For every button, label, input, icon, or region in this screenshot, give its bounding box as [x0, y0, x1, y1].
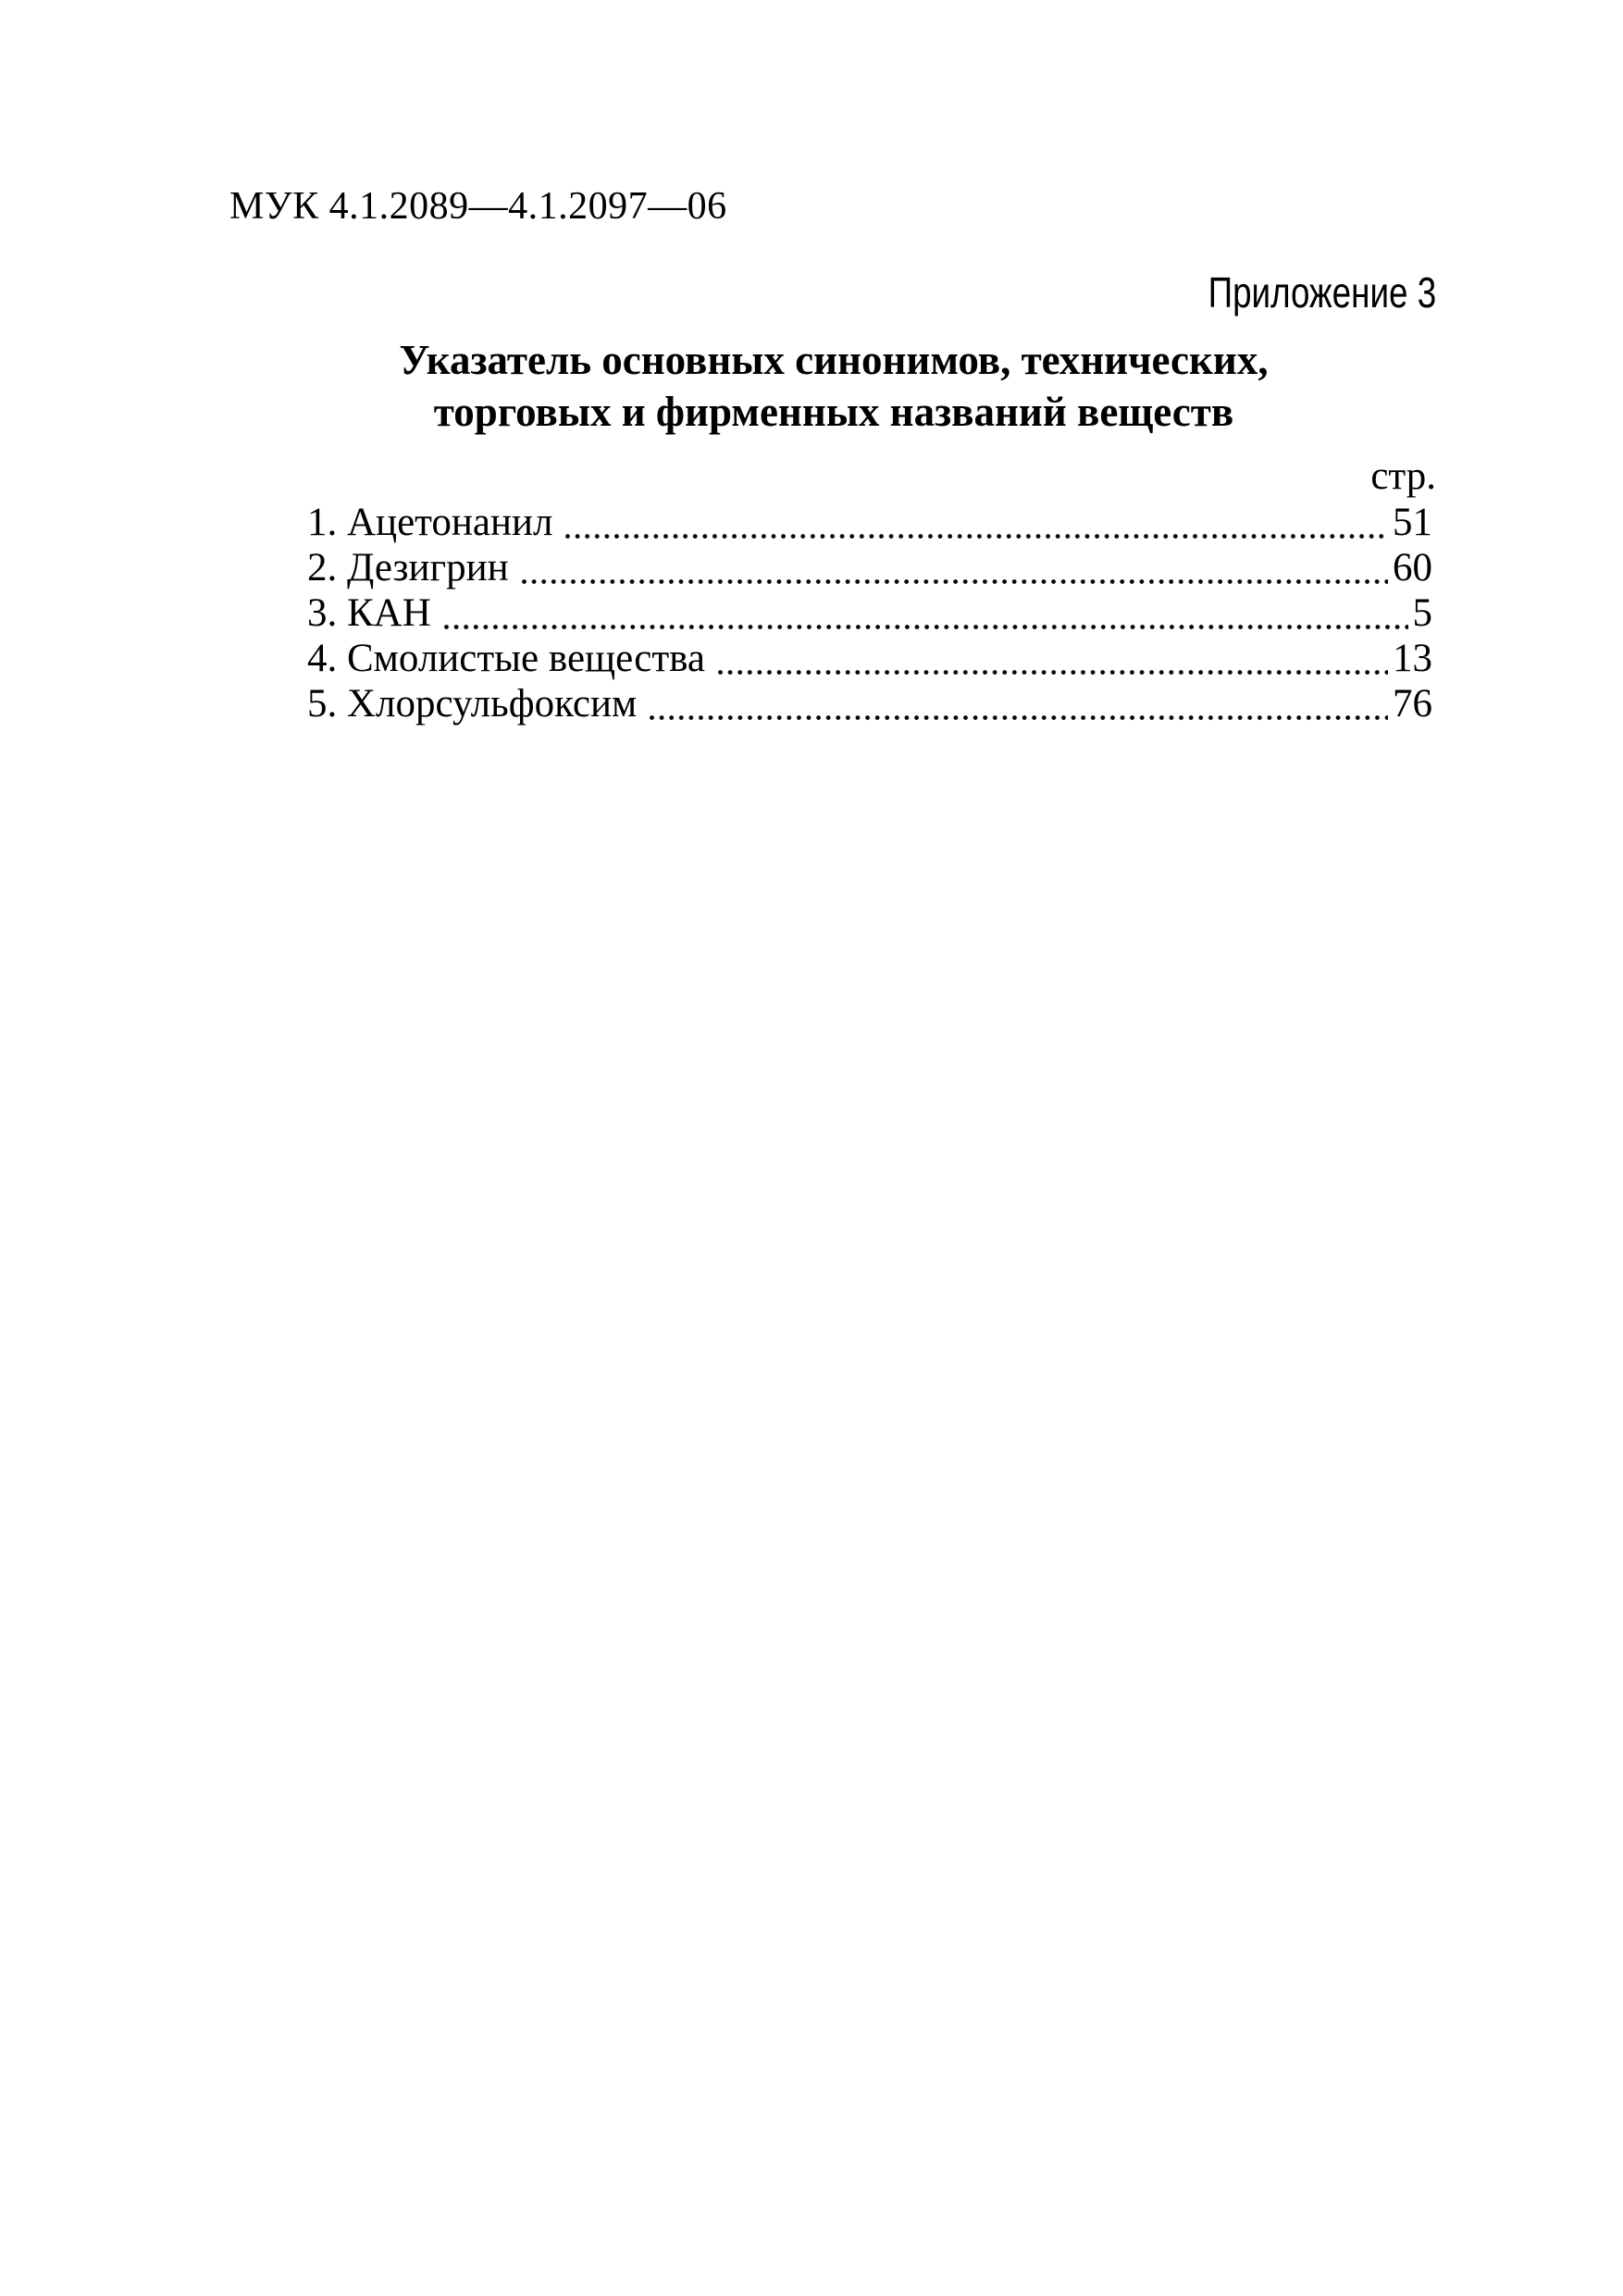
index-entry-label: 5. Хлорсульфоксим: [307, 682, 638, 726]
index-entry-page: 60: [1393, 546, 1432, 590]
index-entry-label: 4. Смолистые вещества: [307, 637, 705, 680]
index-row: [307, 500, 1432, 545]
index-row: [307, 636, 1432, 681]
index-row: [307, 545, 1432, 590]
index-entry-page: 13: [1393, 637, 1432, 680]
index-entry-label: 1. Ацетонанил: [307, 501, 553, 544]
dot-leader: [565, 533, 1388, 540]
document-title: [229, 334, 1438, 438]
annex-label: Приложение 3: [1208, 268, 1436, 316]
index-entry-label: 2. Дезигрин: [307, 546, 509, 590]
index-entry-label: 3. КАН: [307, 591, 431, 635]
index-entry-page: 5: [1412, 591, 1432, 635]
page-column-label: стр.: [1370, 454, 1436, 498]
index-list: [307, 500, 1432, 726]
index-entry-page: 76: [1393, 682, 1432, 726]
index-row: [307, 681, 1432, 726]
document-title-line1: Указатель основных синонимов, технических,: [399, 337, 1269, 383]
dot-leader: [444, 624, 1408, 630]
document-code-header: МУК 4.1.2089—4.1.2097—06: [229, 185, 727, 228]
dot-leader: [718, 669, 1388, 676]
document-title-line2: торговых и фирменных названий веществ: [433, 389, 1234, 435]
dot-leader: [522, 578, 1388, 585]
index-entry-page: 51: [1393, 501, 1432, 544]
dot-leader: [650, 714, 1388, 721]
index-row: [307, 590, 1432, 636]
